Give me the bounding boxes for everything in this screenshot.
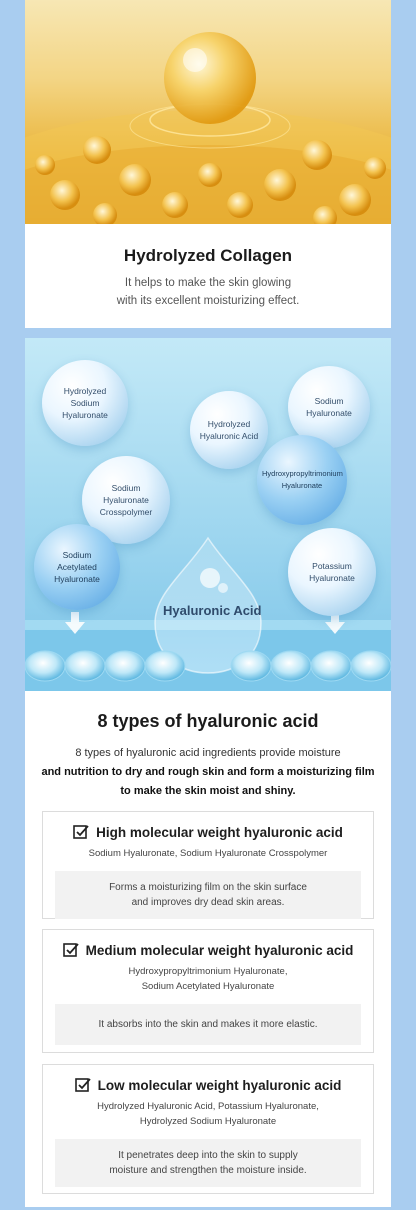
collagen-desc-line: with its excellent moisturizing effect. (116, 295, 300, 307)
collagen-capsules-graphic (25, 0, 391, 224)
hyaluronic-desc-line: and nutrition to dry and rough skin and form a moisturizing film (41, 766, 375, 778)
box-title-row (43, 942, 373, 958)
ingredient-bubble (288, 528, 376, 616)
box-description (55, 1004, 361, 1045)
description-line: moisture and strengthen the moisture inside. (109, 1165, 307, 1176)
ingredients-line: Hydrolyzed Hyaluronic Acid, Potassium Hyaluronate, (97, 1101, 319, 1112)
description-line: Forms a moisturizing film on the skin surface (109, 882, 307, 893)
box-title: Low molecular weight hyaluronic acid (97, 1077, 342, 1093)
ingredients-line: Sodium Acetylated Hyaluronate (141, 981, 275, 992)
box-ingredients (43, 846, 373, 861)
hyaluronic-description (25, 744, 391, 801)
box-ingredients (43, 1099, 373, 1129)
checkbox-icon (63, 942, 79, 958)
description-line: and improves dry dead skin areas. (131, 897, 285, 908)
checkbox-icon (75, 1077, 91, 1093)
ingredient-bubble (34, 524, 120, 610)
hyaluronic-title: 8 types of hyaluronic acid (97, 711, 319, 731)
collagen-title: Hydrolyzed Collagen (123, 246, 293, 265)
description-line: It penetrates deep into the skin to supply (118, 1150, 298, 1161)
bubble-label: Sodium Acetylated Hyaluronate (54, 550, 100, 584)
box-description (55, 871, 361, 919)
bubble-label: Sodium Hyaluronate (306, 396, 352, 418)
box-title-row (43, 1077, 373, 1093)
ingredient-bubble (190, 391, 268, 469)
bubble-label: Hydrolyzed Hyaluronic Acid (199, 419, 259, 441)
hyaluronic-illustration (25, 338, 391, 691)
hyaluronic-desc-line: 8 types of hyaluronic acid ingredients provide moisture (75, 747, 341, 759)
collagen-card (25, 0, 391, 328)
ingredients-line: Sodium Hyaluronate, Sodium Hyaluronate Crosspolymer (88, 848, 328, 859)
collagen-text-block (25, 224, 391, 328)
box-ingredients (43, 964, 373, 994)
description-line: It absorbs into the skin and makes it more elastic. (98, 1019, 318, 1030)
hyaluronic-text-block (25, 691, 391, 801)
box-title: Medium molecular weight hyaluronic acid (85, 942, 354, 958)
ingredients-line: Hydrolyzed Sodium Hyaluronate (139, 1116, 277, 1127)
hyaluronic-acid-label: Hyaluronic Acid (163, 603, 262, 618)
box-description (55, 1139, 361, 1187)
molecular-weight-box (42, 811, 374, 919)
collagen-illustration (25, 0, 391, 224)
hyaluronic-card (25, 338, 391, 1207)
collagen-description (25, 274, 391, 310)
ingredient-bubble (42, 360, 128, 446)
hyaluronic-desc-line: to make the skin moist and shiny. (120, 785, 296, 797)
molecular-weight-box (42, 1064, 374, 1194)
bubble-label: Sodium Hyaluronate Crosspolymer (99, 483, 153, 517)
ingredient-bubble (257, 435, 347, 525)
checkbox-icon (73, 824, 89, 840)
bubble-label: Potassium Hyaluronate (309, 561, 355, 583)
molecular-weight-box (42, 929, 374, 1053)
ingredients-line: Hydroxypropyltrimonium Hyaluronate, (128, 966, 288, 977)
box-title-row (43, 824, 373, 840)
bubble-label: Hydrolyzed Sodium Hyaluronate (62, 386, 108, 420)
bubble-label: Hydroxypropyltrimonium Hyaluronate (262, 469, 343, 490)
collagen-desc-line: It helps to make the skin glowing (124, 277, 292, 289)
box-title: High molecular weight hyaluronic acid (96, 824, 343, 840)
